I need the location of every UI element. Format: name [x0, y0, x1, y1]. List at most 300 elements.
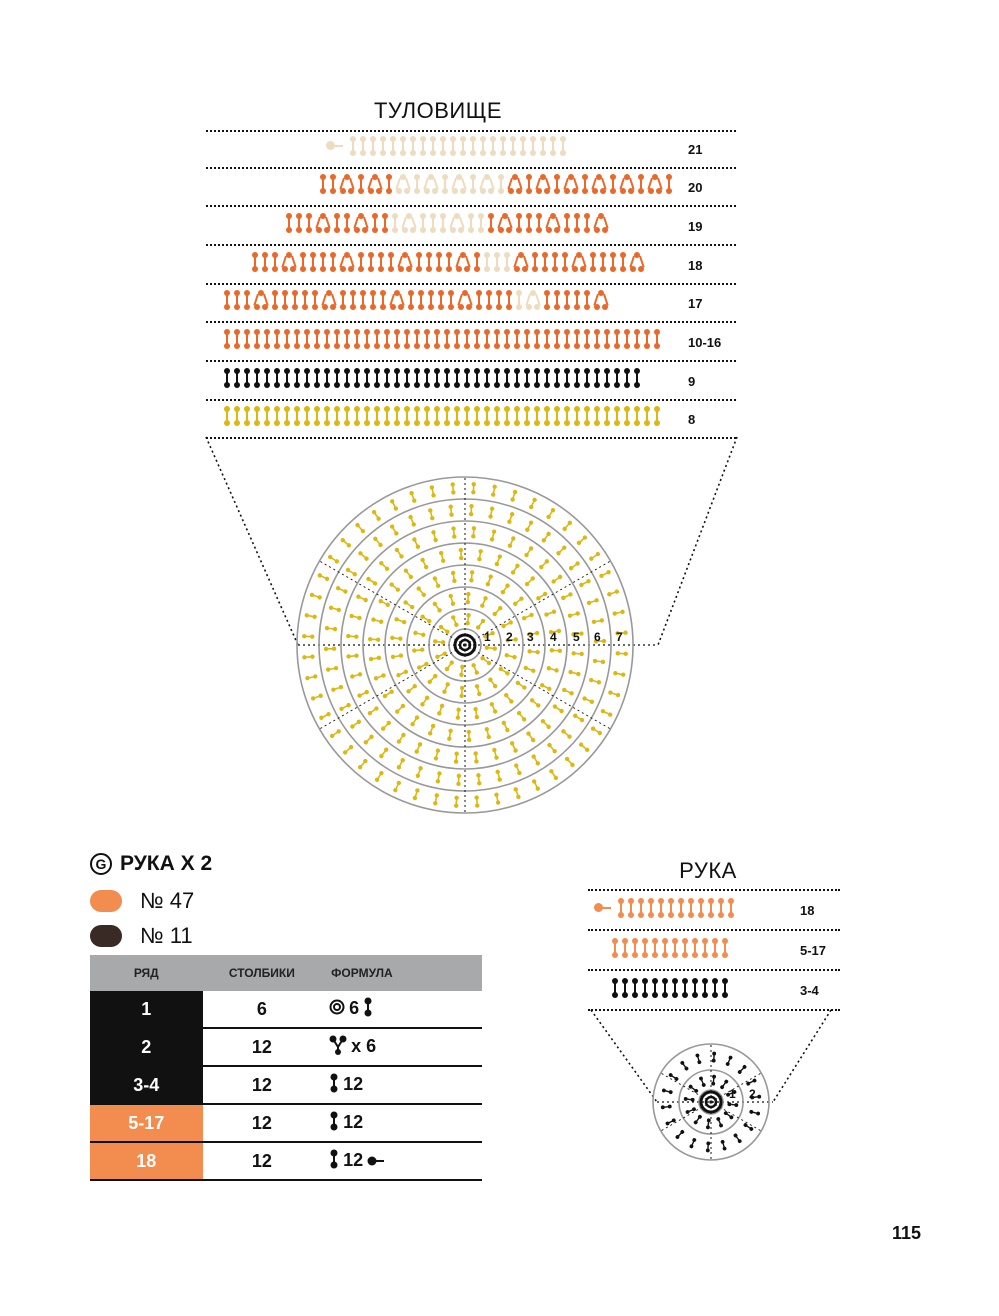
sc-stitch-icon [446, 252, 452, 276]
stitch-dot [501, 623, 507, 629]
stitch-dot [600, 708, 606, 714]
round-stitch [435, 651, 448, 660]
stitch-dot [420, 647, 425, 652]
round-stitch [555, 545, 567, 557]
sc-stitch-icon [702, 978, 708, 1002]
round-stitch [419, 695, 430, 708]
header-formula: ФОРМУЛА [321, 955, 482, 991]
increase-icon [594, 290, 608, 314]
sc-stitch-icon [604, 406, 610, 430]
round-stitch [302, 634, 315, 639]
sc-stitch-icon [632, 938, 638, 962]
body-round-diagram [200, 432, 745, 832]
sc-stitch-icon [329, 1111, 339, 1136]
sc-stitch-icon [722, 938, 728, 962]
stitch-dot [433, 537, 438, 542]
round-stitch [477, 549, 483, 562]
magic-ring-icon [329, 999, 345, 1020]
stitch-dot [711, 1081, 715, 1085]
round-stitch [389, 581, 401, 592]
round-stitch [390, 635, 403, 641]
increase-icon [630, 252, 644, 276]
stitch-dot [561, 687, 567, 693]
round-stitch [413, 630, 426, 637]
stitch-dot [712, 1059, 716, 1063]
funnel-line [591, 1010, 657, 1102]
sc-stitch-icon [344, 368, 350, 392]
round-stitch [346, 653, 359, 659]
row-number-label: 10-16 [688, 335, 722, 350]
sc-stitch-icon [370, 136, 376, 160]
stitch-dot [578, 582, 584, 588]
scheme-row [206, 130, 736, 168]
round-stitch [608, 690, 621, 698]
sc-stitch-icon [662, 978, 668, 1002]
stitch-dot [582, 696, 588, 702]
stitch-dot [469, 578, 474, 583]
stitch-dot [338, 684, 344, 690]
stitch-dot [483, 595, 489, 601]
sc-stitch-icon [544, 290, 550, 314]
stitch-dot [415, 788, 421, 794]
sc-stitch-icon [498, 174, 504, 198]
sc-stitch-icon [682, 978, 688, 1002]
stitch-dot [471, 534, 476, 539]
sc-stitch-icon [526, 174, 532, 198]
sc-stitch-icon [424, 368, 430, 392]
stitch-sequence [222, 290, 610, 316]
round-stitch [662, 1088, 673, 1094]
sc-stitch-icon [334, 329, 340, 353]
increase-icon [390, 290, 404, 314]
sc-stitch-icon [378, 252, 384, 276]
round-stitch [512, 596, 524, 607]
arm-heading-text: РУКА X 2 [120, 852, 213, 875]
sc-stitch-icon [408, 290, 414, 314]
sc-stitch-icon [590, 252, 596, 276]
round-number-label: 1 [484, 630, 491, 644]
round-stitch [405, 683, 417, 694]
sc-stitch-icon [380, 290, 386, 314]
round-stitch [495, 769, 502, 782]
sc-stitch-icon [654, 329, 660, 353]
round-stitch [367, 705, 380, 716]
stitch-dot [668, 1090, 673, 1095]
round-stitch [465, 592, 470, 605]
row-cell: 3-4 [90, 1066, 203, 1104]
sc-stitch-icon [638, 898, 644, 922]
round-stitch [494, 792, 501, 805]
sc-stitch-icon [516, 213, 522, 237]
sc-stitch-icon [304, 406, 310, 430]
round-stitch [365, 576, 378, 587]
round-stitch [501, 619, 514, 628]
sc-stitch-icon [624, 406, 630, 430]
stitch-dot [451, 490, 456, 495]
sc-stitch-icon [692, 938, 698, 962]
sc-stitch-icon [634, 329, 640, 353]
round-stitch [484, 727, 491, 740]
sc-stitch-icon [264, 368, 270, 392]
increase-icon [424, 174, 438, 198]
sc-stitch-icon [584, 213, 590, 237]
round-stitch [382, 689, 395, 699]
stitch-dot [546, 666, 551, 671]
round-stitch [685, 1107, 696, 1115]
round-stitch [420, 557, 429, 570]
sc-stitch-icon [224, 290, 230, 314]
round-stitch [737, 1064, 747, 1074]
round-stitch [489, 529, 496, 542]
scheme-row [588, 890, 840, 930]
sc-stitch-icon [440, 213, 446, 237]
sc-stitch-icon [384, 406, 390, 430]
sc-stitch-icon [494, 368, 500, 392]
round-stitch [588, 551, 601, 562]
increase-icon [450, 213, 464, 237]
round-number-label: 7 [616, 630, 623, 644]
increase-icon [340, 174, 354, 198]
stitch-sequence [222, 406, 662, 432]
round-stitch [524, 575, 536, 587]
funnel-line [773, 1010, 831, 1102]
stitch-dot [591, 619, 596, 624]
round-stitch [513, 763, 522, 776]
sc-stitch-icon [584, 368, 590, 392]
round-stitch [693, 1114, 703, 1125]
stitch-dot [423, 564, 429, 570]
round-stitch [304, 613, 317, 620]
sc-stitch-icon [244, 406, 250, 430]
round-stitch [439, 550, 446, 563]
stitch-dot [513, 763, 519, 769]
sc-stitch-icon [634, 368, 640, 392]
round-stitch [504, 653, 517, 660]
sc-stitch-icon [434, 329, 440, 353]
sc-stitch-icon [658, 898, 664, 922]
sc-stitch-icon [478, 213, 484, 237]
sc-stitch-icon [254, 406, 260, 430]
sc-stitch-icon [534, 329, 540, 353]
stitch-dot [334, 666, 339, 671]
round-stitch [675, 1129, 685, 1139]
row-cell: 2 [90, 1028, 203, 1066]
sc-stitch-icon [354, 329, 360, 353]
sc-stitch-icon [424, 329, 430, 353]
table-row [90, 991, 482, 1028]
stitch-sequence [318, 174, 674, 200]
round-stitch [599, 569, 612, 579]
sc-stitch-icon [314, 368, 320, 392]
stitch-dot [449, 512, 454, 517]
sc-stitch-icon [272, 290, 278, 314]
sc-stitch-icon [274, 368, 280, 392]
sc-stitch-icon [554, 368, 560, 392]
sc-stitch-icon [484, 368, 490, 392]
stitch-dot [336, 607, 341, 612]
round-stitch [720, 1139, 727, 1150]
sc-stitch-icon [460, 136, 466, 160]
increase-icon [402, 213, 416, 237]
formula-cell [321, 991, 482, 1028]
sc-stitch-icon [514, 406, 520, 430]
round-stitch [527, 649, 540, 655]
stitch-dot [381, 673, 387, 679]
sc-stitch-icon [582, 174, 588, 198]
round-stitch [369, 655, 382, 661]
round-stitch [725, 1055, 733, 1066]
round-stitch [451, 570, 457, 583]
sc-stitch-icon [712, 978, 718, 1002]
sc-stitch-icon [610, 174, 616, 198]
sc-stitch-icon [516, 290, 522, 314]
count-cell: 12 [203, 1104, 322, 1142]
sc-stitch-icon [520, 136, 526, 160]
sc-stitch-icon [454, 368, 460, 392]
table-row [90, 1066, 482, 1104]
legend-label: № 11 [140, 923, 193, 948]
sc-stitch-icon [544, 329, 550, 353]
sc-stitch-icon [666, 174, 672, 198]
round-stitch [412, 788, 420, 801]
sc-stitch-icon [584, 290, 590, 314]
sc-stitch-icon [600, 252, 606, 276]
table-row [90, 1142, 482, 1180]
round-stitch [578, 578, 591, 588]
stitch-dot [489, 701, 495, 707]
sc-stitch-icon [360, 136, 366, 160]
sc-stitch-icon [434, 368, 440, 392]
stitch-dot [354, 653, 359, 658]
round-stitch [309, 592, 322, 600]
sc-stitch-icon [368, 252, 374, 276]
stitch-dot [488, 514, 493, 519]
stitch-dot [607, 591, 613, 597]
sc-stitch-icon [330, 174, 336, 198]
row-number-label: 5-17 [800, 943, 827, 958]
stitch-dot [504, 727, 510, 733]
round-stitch [479, 595, 488, 608]
round-number-label: 2 [749, 1087, 756, 1101]
round-stitch [317, 572, 330, 581]
round-stitch [568, 560, 581, 571]
sc-stitch-icon [562, 252, 568, 276]
stitch-dot [606, 569, 612, 575]
increase-icon [648, 174, 662, 198]
round-stitch [378, 560, 390, 572]
increase-icon [592, 174, 606, 198]
stitch-dot [434, 793, 439, 798]
slip-stitch-icon [367, 1151, 385, 1172]
round-stitch [568, 669, 581, 676]
round-stitch [339, 702, 352, 712]
round-stitch [564, 756, 576, 768]
round-stitch [544, 609, 557, 617]
stitch-dot [474, 684, 479, 689]
stitch-dot [466, 730, 471, 735]
round-stitch [442, 681, 451, 694]
round-stitch [523, 545, 534, 558]
stitch-dot [589, 677, 594, 682]
round-stitch [488, 506, 495, 519]
round-stitch [541, 531, 552, 544]
round-stitch [600, 708, 613, 717]
round-stitch [661, 1104, 672, 1109]
stitch-dot [417, 741, 423, 747]
stitch-dot [453, 622, 459, 628]
sc-stitch-icon [564, 406, 570, 430]
sc-stitch-icon [612, 978, 618, 1002]
round-stitch [335, 585, 348, 594]
round-stitch [340, 537, 352, 548]
stitch-dot [507, 543, 513, 549]
round-stitch [503, 692, 514, 704]
stitch-dot [691, 1107, 696, 1112]
sc-stitch-icon [692, 978, 698, 1002]
round-stitch [349, 613, 362, 620]
round-stitch [444, 660, 455, 673]
round-stitch [531, 754, 541, 767]
stitch-dot [593, 658, 598, 663]
stitch-dot [418, 765, 424, 771]
sc-stitch-icon [450, 136, 456, 160]
sc-stitch-icon [594, 368, 600, 392]
stitch-dot [460, 664, 465, 669]
stitch-dot [720, 1139, 725, 1144]
sc-stitch-icon [610, 252, 616, 276]
stitch-dot [495, 769, 500, 774]
sc-stitch-icon [620, 252, 626, 276]
increase-icon [456, 252, 470, 276]
sc-stitch-icon [294, 329, 300, 353]
stitch-dot [442, 689, 448, 695]
round-stitch [546, 666, 559, 674]
increase-icon [354, 213, 368, 237]
stitch-dot [398, 653, 403, 658]
round-stitch [403, 568, 414, 580]
round-stitch [531, 779, 541, 792]
sc-stitch-icon [454, 406, 460, 430]
sc-stitch-icon [416, 252, 422, 276]
round-number-label: 6 [594, 630, 601, 644]
round-stitch [509, 740, 518, 753]
sc-stitch-icon [574, 406, 580, 430]
sc-stitch-icon [414, 174, 420, 198]
round-stitch [331, 684, 344, 692]
stitch-dot [400, 757, 406, 763]
round-stitch [471, 482, 476, 495]
sc-stitch-icon [488, 213, 494, 237]
funnel-line [658, 437, 737, 645]
round-stitch [371, 617, 384, 625]
sc-stitch-icon [550, 136, 556, 160]
sc-stitch-icon [350, 136, 356, 160]
sc-stitch-icon [504, 368, 510, 392]
increase-icon [458, 290, 472, 314]
sc-stitch-icon [564, 368, 570, 392]
stitch-dot [586, 600, 592, 606]
sc-stitch-icon [642, 978, 648, 1002]
round-stitch [396, 757, 406, 770]
stitch-dot [318, 693, 324, 699]
sc-stitch-icon [394, 329, 400, 353]
sc-stitch-icon [344, 329, 350, 353]
sc-stitch-icon [344, 406, 350, 430]
round-stitch [485, 574, 493, 587]
round-number-label: 2 [506, 630, 513, 644]
page-number: 115 [892, 1223, 922, 1243]
sc-stitch-icon [464, 368, 470, 392]
row-number-label: 17 [688, 296, 703, 311]
sc-stitch-icon [334, 213, 340, 237]
round-stitch [411, 537, 420, 550]
round-stitch [571, 651, 584, 656]
sc-stitch-icon [476, 290, 482, 314]
increase-icon [536, 174, 550, 198]
stitch-dot [692, 1137, 697, 1142]
round-stitch [548, 768, 559, 781]
arm-heading [90, 852, 212, 876]
round-number-label: 1 [729, 1087, 736, 1101]
stitch-dot [484, 645, 489, 650]
sc-stitch-icon [474, 368, 480, 392]
round-stitch [513, 787, 521, 800]
sc-stitch-icon [484, 406, 490, 430]
round-stitch [719, 1079, 729, 1090]
sc-stitch-icon [372, 213, 378, 237]
sc-stitch-icon [430, 136, 436, 160]
count-cell: 12 [203, 1028, 322, 1066]
sc-stitch-icon [440, 136, 446, 160]
stitch-dot [571, 651, 576, 656]
stitch-dot [504, 653, 509, 658]
sc-stitch-icon [554, 174, 560, 198]
sc-stitch-icon [274, 329, 280, 353]
sc-stitch-icon [286, 213, 292, 237]
round-stitch [494, 554, 503, 567]
stitch-dot [452, 534, 457, 539]
sc-stitch-icon [364, 329, 370, 353]
stitch-dot [507, 519, 513, 525]
sc-stitch-icon [314, 329, 320, 353]
round-stitch [501, 720, 510, 733]
row-number-label: 3-4 [800, 983, 819, 998]
g-circle-icon: G [90, 853, 112, 875]
round-stitch [390, 653, 403, 659]
sc-stitch-icon [524, 329, 530, 353]
sc-stitch-icon [652, 978, 658, 1002]
round-stitch [492, 605, 504, 617]
sc-stitch-icon [404, 368, 410, 392]
sc-stitch-icon [534, 368, 540, 392]
stitch-dot [568, 669, 573, 674]
round-stitch [431, 530, 439, 543]
sc-stitch-icon [274, 406, 280, 430]
round-stitch [454, 751, 459, 764]
sc-stitch-icon [296, 213, 302, 237]
sc-stitch-icon [306, 213, 312, 237]
sc-stitch-icon [514, 329, 520, 353]
sc-stitch-icon [370, 290, 376, 314]
round-stitch [394, 703, 406, 715]
sc-stitch-icon [438, 290, 444, 314]
stitch-dot [501, 720, 507, 726]
round-stitch [612, 609, 625, 616]
round-stitch [572, 713, 585, 723]
sc-stitch-icon [530, 136, 536, 160]
sc-stitch-icon [360, 290, 366, 314]
round-stitch [500, 583, 511, 596]
